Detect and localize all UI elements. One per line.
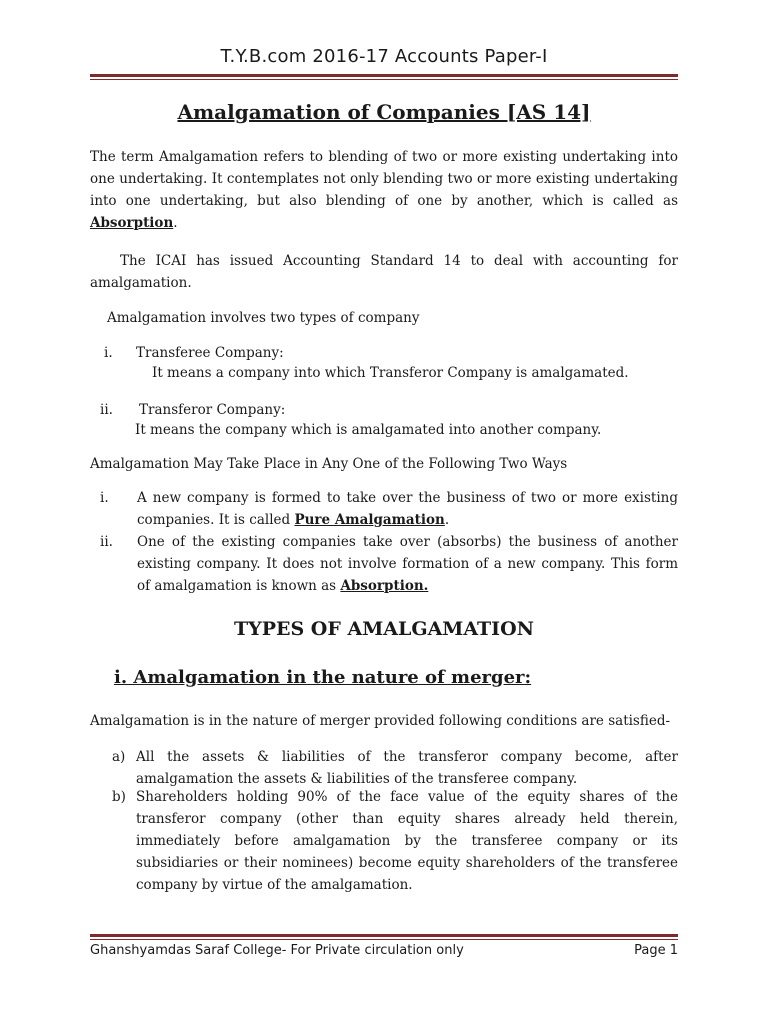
- header-rule-thick: [90, 74, 678, 77]
- section-title: TYPES OF AMALGAMATION: [234, 618, 534, 640]
- header-rule-thin: [90, 79, 678, 80]
- way-numeral: i.: [100, 490, 109, 506]
- condition-label: a): [112, 749, 126, 765]
- intro-end: .: [173, 215, 178, 231]
- ways-heading: Amalgamation May Take Place in Any One of the Following Two Ways: [90, 456, 568, 472]
- types-intro: Amalgamation involves two types of company: [107, 310, 420, 326]
- condition-text: Shareholders holding 90% of the face value of the equity shares of the transferor company (other than equity shares already held therein, immediately before amalgamation by the transferee company or its subsidiaries or their nominees) become equity shareholders of the transferee company by virtue of the amalgamation.: [136, 789, 678, 893]
- intro-paragraph: [90, 146, 678, 234]
- condition-text: All the assets & liabilities of the transferor company become, after amalgamation the assets & liabilities of the transferee company.: [136, 749, 678, 787]
- way-text: A new company is formed to take over the business of two or more existing companies. It is called: [137, 490, 678, 528]
- footer-rule-thin: [90, 939, 678, 940]
- page-header-title: T.Y.B.com 2016-17 Accounts Paper-I: [220, 46, 548, 67]
- company-type-title: Transferor Company:: [139, 402, 286, 418]
- way-text: One of the existing companies take over (absorbs) the business of another existing company. It does not involve formation of a new company. This form of amalgamation is known as: [137, 534, 678, 594]
- merger-intro: Amalgamation is in the nature of merger provided following conditions are satisfied-: [90, 713, 671, 729]
- company-type-numeral: i.: [104, 345, 113, 361]
- document-title: Amalgamation of Companies [AS 14]: [177, 100, 591, 124]
- company-type-desc: It means a company into which Transferor Company is amalgamated.: [152, 365, 629, 381]
- way-numeral: ii.: [100, 534, 113, 550]
- way-emphasis: Absorption.: [340, 578, 429, 594]
- footer-rule-thick: [90, 934, 678, 937]
- condition-label: b): [112, 789, 126, 805]
- way-emphasis: Pure Amalgamation: [294, 512, 445, 528]
- intro-emphasis: Absorption: [90, 215, 174, 231]
- footer-text: Ghanshyamdas Saraf College- For Private circulation only: [90, 943, 464, 958]
- way-end: .: [444, 512, 450, 528]
- way-item: [137, 531, 678, 597]
- document-page: [90, 0, 678, 1024]
- company-type-desc: It means the company which is amalgamated into another company.: [135, 422, 602, 438]
- company-type-title: Transferee Company:: [136, 345, 284, 361]
- icai-paragraph: The ICAI has issued Accounting Standard 14 to deal with accounting for amalgamation.: [90, 253, 678, 291]
- page-number: Page 1: [634, 943, 678, 958]
- subsection-title: i. Amalgamation in the nature of merger:: [114, 667, 532, 688]
- company-type-numeral: ii.: [100, 402, 113, 418]
- intro-text: The term Amalgamation refers to blending of two or more existing undertaking into one undertaking. It contemplates not only blending two or more existing undertaking into one undertaking, but also blending of one by another, which is called as: [90, 149, 678, 209]
- way-item: [137, 487, 678, 531]
